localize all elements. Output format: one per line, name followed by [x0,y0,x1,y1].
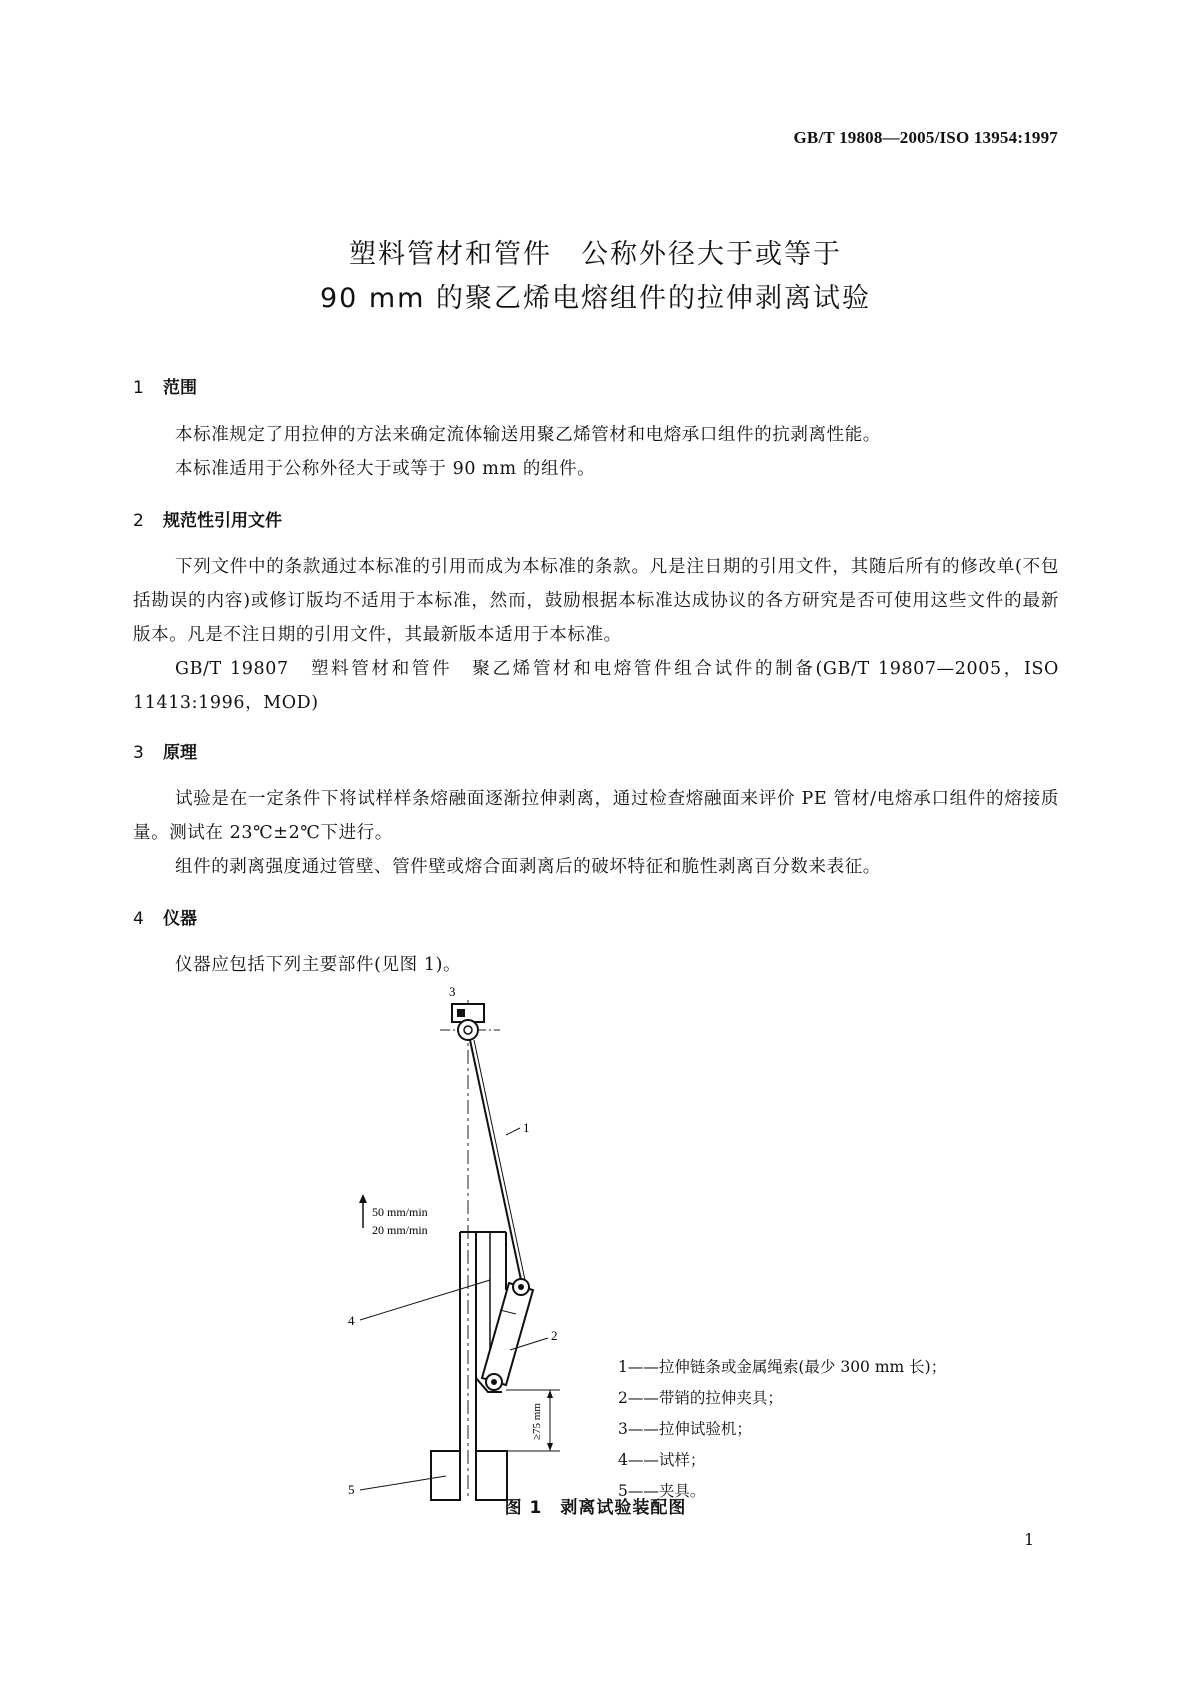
section-3-para-1: 试验是在一定条件下将试样样条熔融面逐渐拉伸剥离，通过检查熔融面来评价 PE 管材/电熔承口组件的熔接质量。测试在 23℃±2℃下进行。 [133,789,1059,843]
section-title: 范围 [163,378,197,398]
section-number: 4 [133,909,144,929]
callout-2: 2 [551,1328,558,1343]
callout-5: 5 [348,1482,355,1497]
section-title: 原理 [163,743,197,763]
section-title: 规范性引用文件 [163,511,282,531]
section-number: 3 [133,743,144,763]
leader-line-4 [360,1280,490,1320]
section-title: 仪器 [163,909,197,929]
title-line-1: 塑料管材和管件 公称外径大于或等于 [349,239,842,270]
title-line-2: 90 mm 的聚乙烯电熔组件的拉伸剥离试验 [319,283,872,314]
speed-label-50: 50 mm/min [372,1205,428,1219]
section-1-para-1: 本标准规定了用拉伸的方法来确定流体输送用聚乙烯管材和电熔承口组件的抗剥离性能。 [175,425,881,445]
figure-caption: 图 1 剥离试验装配图 [504,1498,687,1518]
legend-item: 2——带销的拉伸夹具； [618,1389,783,1407]
tensile-tester-head [452,1004,484,1040]
tensile-chain [470,1040,525,1280]
speed-arrow [359,1194,367,1228]
section-4-para-1: 仪器应包括下列主要部件(见图 1)。 [175,955,462,975]
legend-item: 1——拉伸链条或金属绳索(最少 300 mm 长)； [618,1358,947,1376]
legend-item: 3——拉伸试验机； [618,1420,752,1438]
section-2-para-1: 下列文件中的条款通过本标准的引用而成为本标准的条款。凡是注日期的引用文件，其随后所有的修改单(不包括勘误的内容)或修订版均不适用于本标准，然而，鼓励根据本标准达成协议的各方研究是否可使用这些文件的最新版本。凡是不注日期的引用文件，其最新版本适用于本标准。 [133,557,1059,645]
section-number: 1 [133,378,144,398]
standard-code: GB/T 19808—2005/ISO 13954:1997 [793,128,1058,147]
callout-4: 4 [348,1313,355,1328]
figure-legend [618,1352,946,1507]
legend-item: 4——试样； [618,1451,706,1469]
callout-1: 1 [523,1120,530,1135]
legend-item: 5——夹具。 [618,1482,706,1500]
section-1-para-2: 本标准适用于公称外径大于或等于 90 mm 的组件。 [175,459,596,479]
speed-label-20: 20 mm/min [372,1223,428,1237]
leader-line-1 [506,1128,520,1135]
callout-3: 3 [449,984,456,999]
dimension-label: ≥75 mm [531,1403,543,1440]
section-number: 2 [133,511,144,531]
section-2-para-2: GB/T 19807 塑料管材和管件 聚乙烯管材和电熔管件组合试件的制备(GB/T 19807—2005，ISO 11413:1996，MOD) [133,659,1059,713]
section-3-para-2: 组件的剥离强度通过管壁、管件壁或熔合面剥离后的破坏特征和脆性剥离百分数来表征。 [175,857,881,877]
page-number: 1 [1024,1530,1035,1549]
